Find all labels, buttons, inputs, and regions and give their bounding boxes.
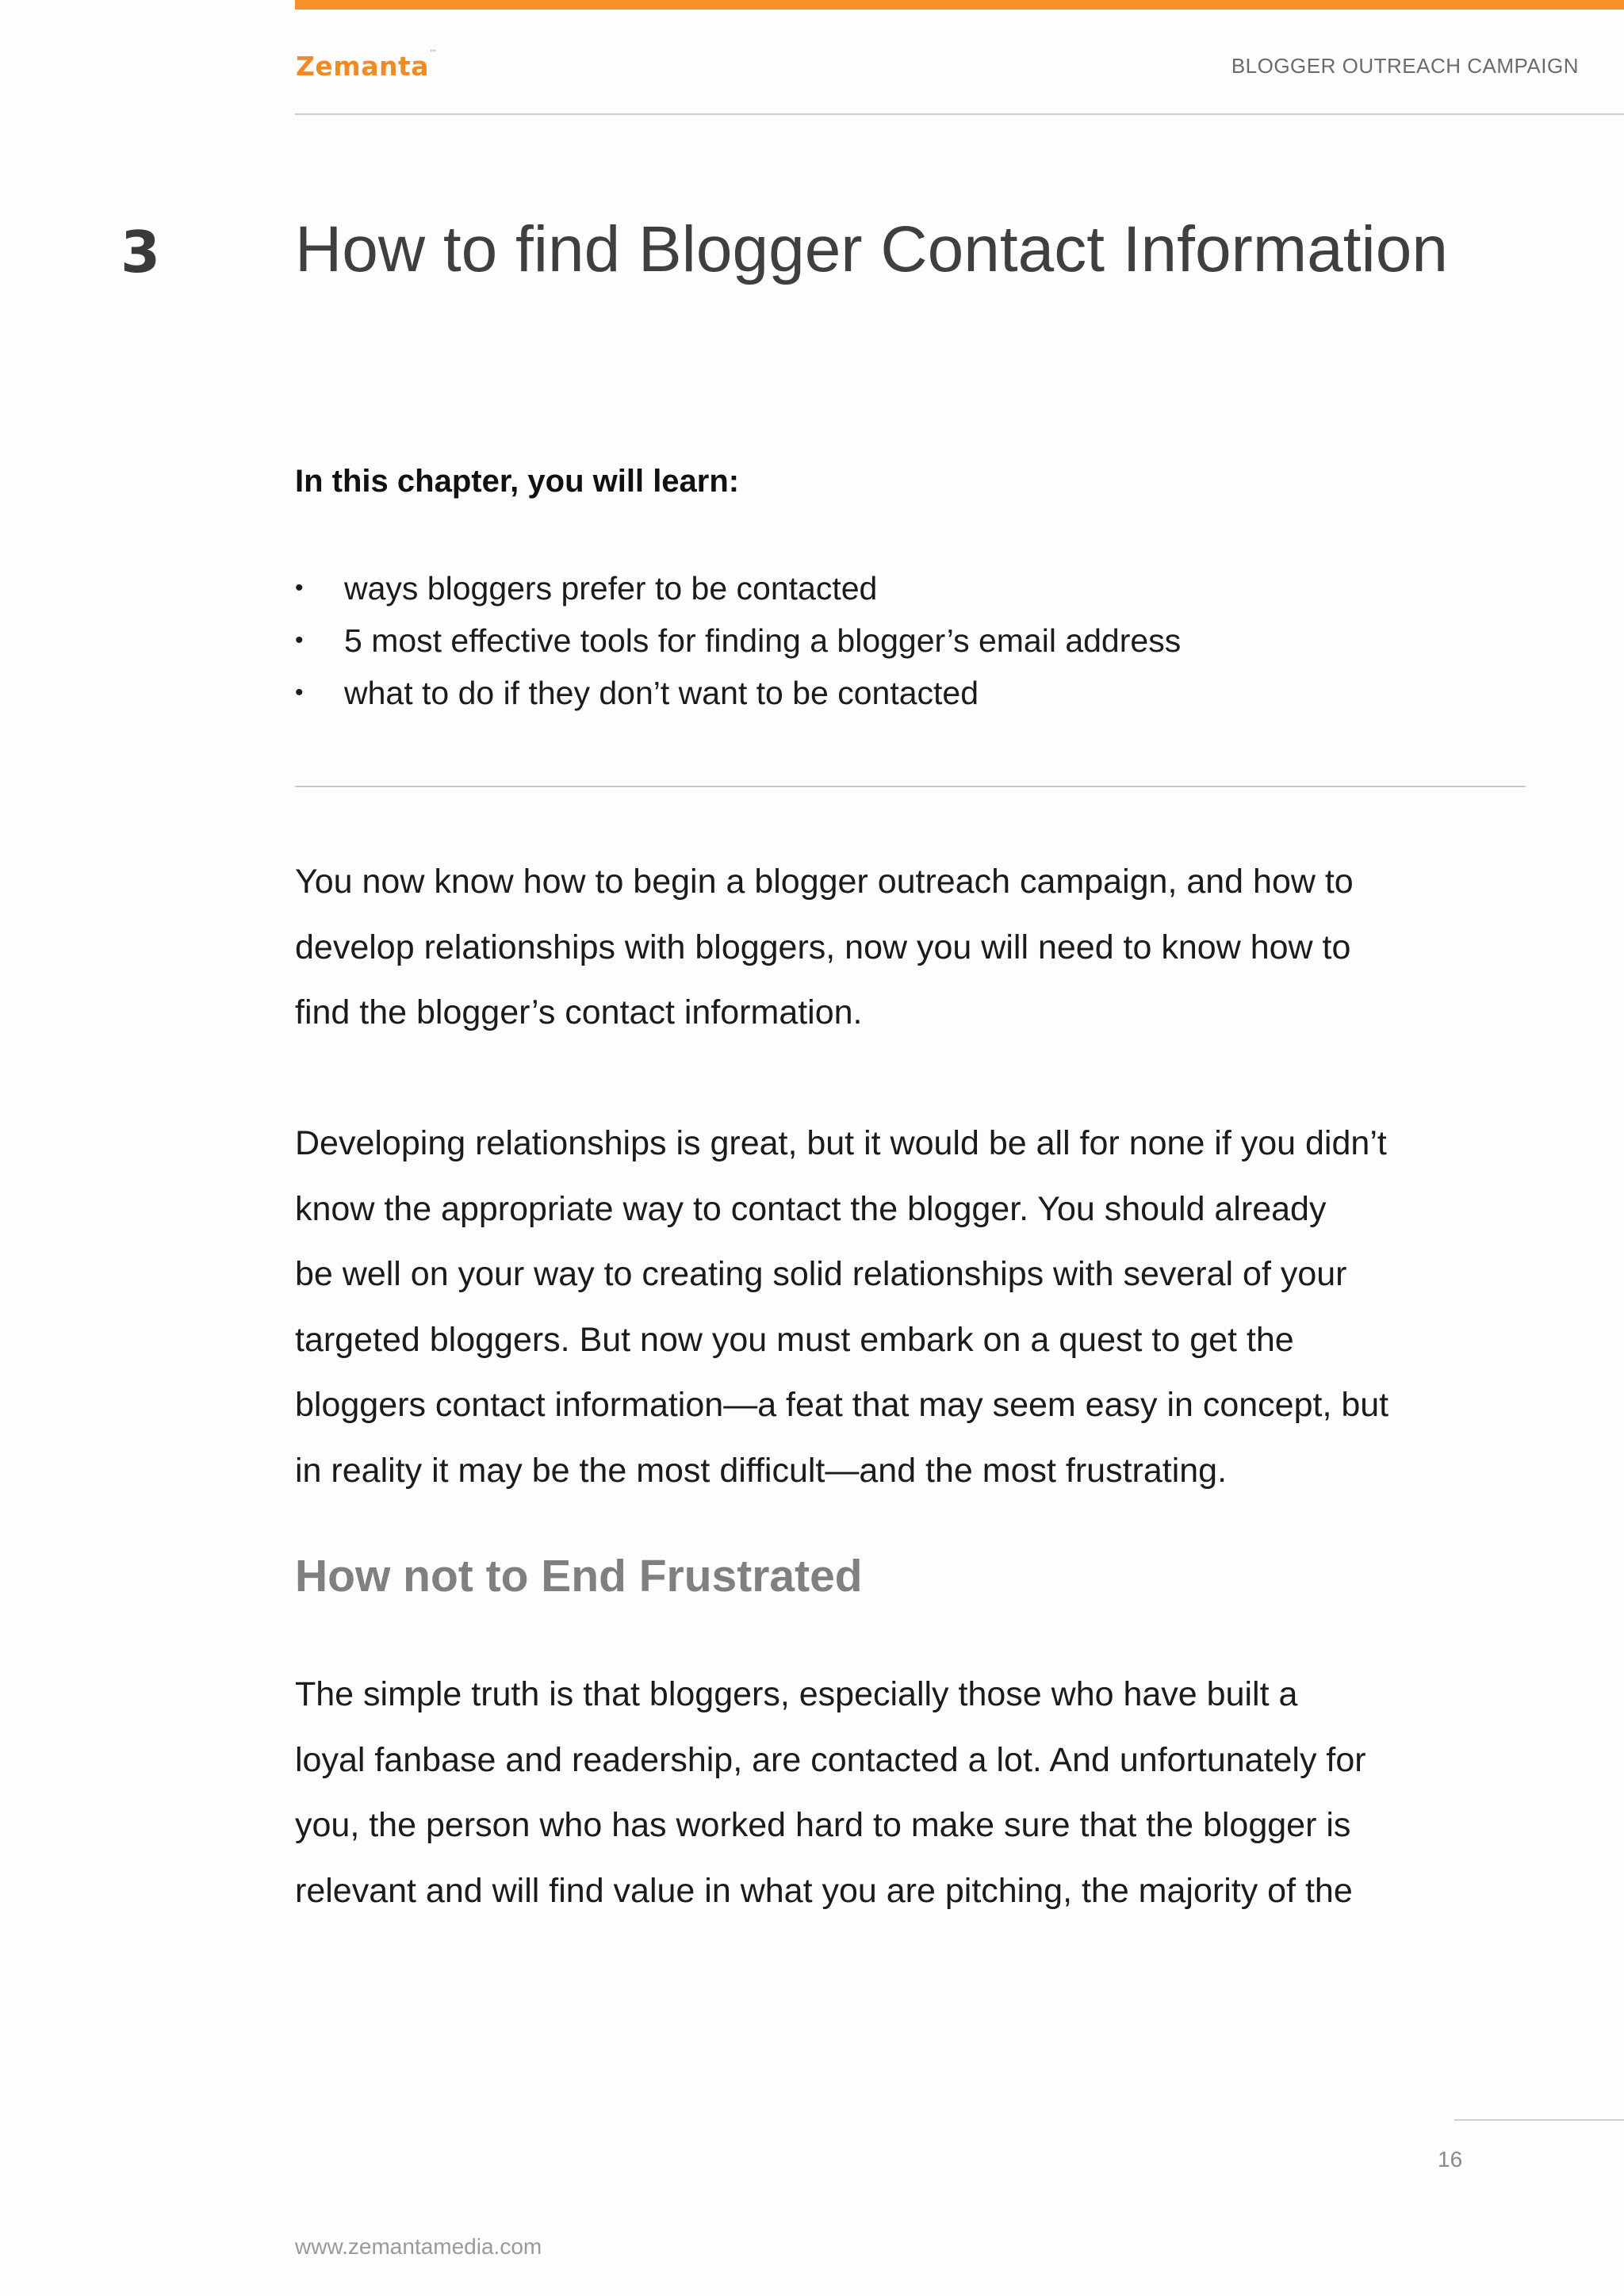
intro-paragraph	[295, 849, 1532, 1046]
truth-paragraph	[295, 1662, 1532, 1923]
learn-list-item	[295, 562, 1181, 614]
learn-list-item	[295, 614, 1181, 667]
header-divider	[295, 113, 1624, 115]
learn-item-text: ways bloggers prefer to be contacted	[344, 570, 878, 607]
paragraph-line: The simple truth is that bloggers, especially those who have built a	[295, 1675, 1298, 1713]
footer-divider	[1454, 2119, 1624, 2121]
paragraph-line: find the blogger’s contact information.	[295, 993, 863, 1031]
top-accent-bar	[295, 0, 1624, 10]
brand-name: Zemanta	[296, 51, 430, 82]
paragraph-line: be well on your way to creating solid relationships with several of your	[295, 1255, 1347, 1293]
paragraph-line: relevant and will find value in what you are pitching, the majority of the	[295, 1871, 1353, 1910]
learn-list-item	[295, 667, 1181, 719]
chapter-number: 3	[121, 219, 161, 285]
paragraph-line: know the appropriate way to contact the blogger. You should already	[295, 1189, 1327, 1228]
learn-heading: In this chapter, you will learn:	[295, 464, 740, 499]
bullet-icon: •	[295, 627, 304, 653]
brand-logo	[296, 51, 438, 82]
learn-item-text: what to do if they don’t want to be contacted	[344, 675, 979, 711]
section-divider	[295, 786, 1526, 787]
bullet-icon: •	[295, 575, 304, 601]
paragraph-line: You now know how to begin a blogger outreach campaign, and how to	[295, 863, 1354, 901]
chapter-title: How to find Blogger Contact Information	[295, 213, 1448, 285]
footer-url: www.zemantamedia.com	[295, 2234, 542, 2259]
learn-item-text: 5 most effective tools for finding a blogger’s email address	[344, 622, 1182, 659]
trademark-mark: ™	[429, 49, 438, 58]
document-title: BLOGGER OUTREACH CAMPAIGN	[1231, 54, 1579, 78]
paragraph-line: Developing relationships is great, but it would be all for none if you didn’t	[295, 1124, 1387, 1162]
paragraph-line: in reality it may be the most difficult—and the most frustrating.	[295, 1451, 1228, 1490]
paragraph-line: bloggers contact information—a feat that may seem easy in concept, but	[295, 1386, 1389, 1424]
paragraph-line: targeted bloggers. But now you must embark on a quest to get the	[295, 1320, 1294, 1359]
section-subheading: How not to End Frustrated	[295, 1551, 863, 1601]
bullet-icon: •	[295, 679, 304, 706]
relationships-paragraph	[295, 1111, 1532, 1503]
paragraph-line: you, the person who has worked hard to make sure that the blogger is	[295, 1806, 1351, 1844]
learn-list	[295, 562, 1181, 719]
paragraph-line: develop relationships with bloggers, now you will need to know how to	[295, 928, 1351, 966]
page-number: 16	[1438, 2147, 1463, 2172]
paragraph-line: loyal fanbase and readership, are contacted a lot. And unfortunately for	[295, 1740, 1366, 1779]
